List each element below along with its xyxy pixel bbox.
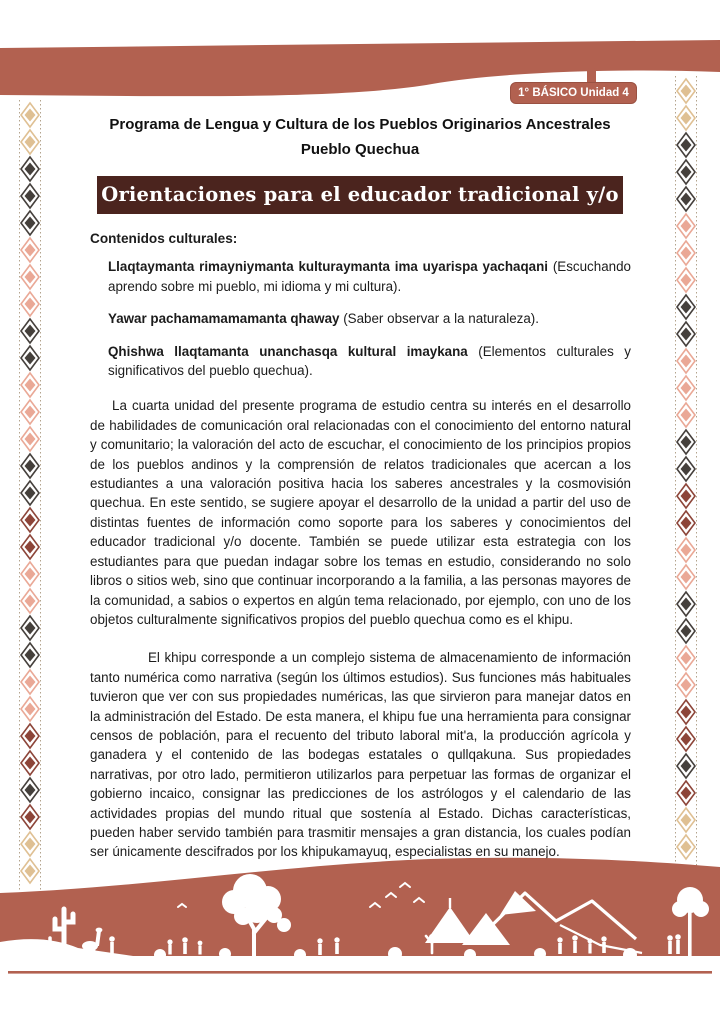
cultural-contents-list: [90, 257, 631, 380]
spanish-translation: (Saber observar a la naturaleza).: [339, 311, 539, 327]
unit-tab: 1° BÁSICO Unidad 4: [510, 82, 637, 104]
body-paragraph-1: La cuarta unidad del presente programa de estudio centra su interés en el desarrollo de habilidades de comunicación oral relacionadas con el conocimiento del entorno natural y comunitario; la valoración del acto de escuchar, el conocimiento de los principios propios de los pueblos andinos y la comprensión de relatos tradicionales que acercan a los estudiantes a una valoración positiva hacia los saberes ancestrales y la cosmovisión quechua. En este sentido, se sugiere apoyar el desarrollo de la unidad a partir del uso de distintas fuentes de información como soporte para los saberes y conocimientos del educador tradicional y/o docente. También se puede utilizar esta estrategia con los estudiantes para que puedan indagar sobre los temas en estudio, considerando no solo libros o sitios web, sino que continuar incorporando a la familia, a las personas mayores de la comunidad, a sabios o expertos en algún tema relacionado, por ejemplo, con uno de los objetos culturalmente significativos propios del pueblo quechua como es el khipu.: [90, 398, 631, 627]
program-title: Programa de Lengua y Cultura de los Pueblos Originarios Ancestrales: [109, 116, 611, 133]
quechua-phrase: Qhishwa llaqtamanta unanchasqa kultural imaykana: [108, 343, 468, 359]
textile-border-left-icon: [18, 100, 42, 892]
section-banner: Orientaciones para el educador tradicional y/o docente: [97, 176, 623, 214]
contents-heading: Contenidos culturales:: [90, 231, 238, 246]
quechua-phrase: Yawar pachamamamamanta qhaway: [108, 311, 340, 327]
pueblo-subtitle: Pueblo Quechua: [300, 141, 420, 158]
cultural-content-item: [108, 309, 631, 328]
cultural-content-item: [108, 342, 631, 381]
content-area: [90, 229, 631, 862]
footer-baseline: [8, 971, 712, 974]
textile-border-right-icon: [674, 76, 698, 878]
spanish-translation: (Elementos culturales y significativos del pueblo quechua).: [108, 343, 631, 379]
spanish-translation: (Escuchando aprendo sobre mi pueblo, mi idioma y mi cultura).: [108, 259, 631, 294]
cultural-content-item: [108, 257, 631, 296]
body-paragraph-2: El khipu corresponde a un complejo sistema de almacenamiento de información tanto numérica como narrativa (según los últimos estudios). Sus funciones más habituales tuvieron que ver con sus propiedades numéricas, las que sirvieron para manejar datos en la administración del Estado. De esta manera, el khipu fue una herramienta para consignar censos de población, para el recuento del tributo laboral mit'a, la producción agrícola y ganadera y el contenido de las bodegas estatales o qullqakuna. Sus propiedades narrativas, por otro lado, permitieron utilizarlos para perpetuar las formas de organizar el gobierno incaico, consignar las predicciones de los astrólogos y el calendario de las actividades propias del mundo ritual que sostenía al Estado. Dichas características, pueden haber servido también para trasmitir mensajes a gran distancia, los cuales podían ser únicamente descifrados por los khipukamayuq, especialistas en su manejo.: [90, 650, 631, 860]
footer-landscape-illustration: [0, 845, 720, 980]
quechua-phrase: Llaqtaymanta rimayniymanta kulturaymanta ima uyarispa yachaqani: [108, 259, 549, 275]
